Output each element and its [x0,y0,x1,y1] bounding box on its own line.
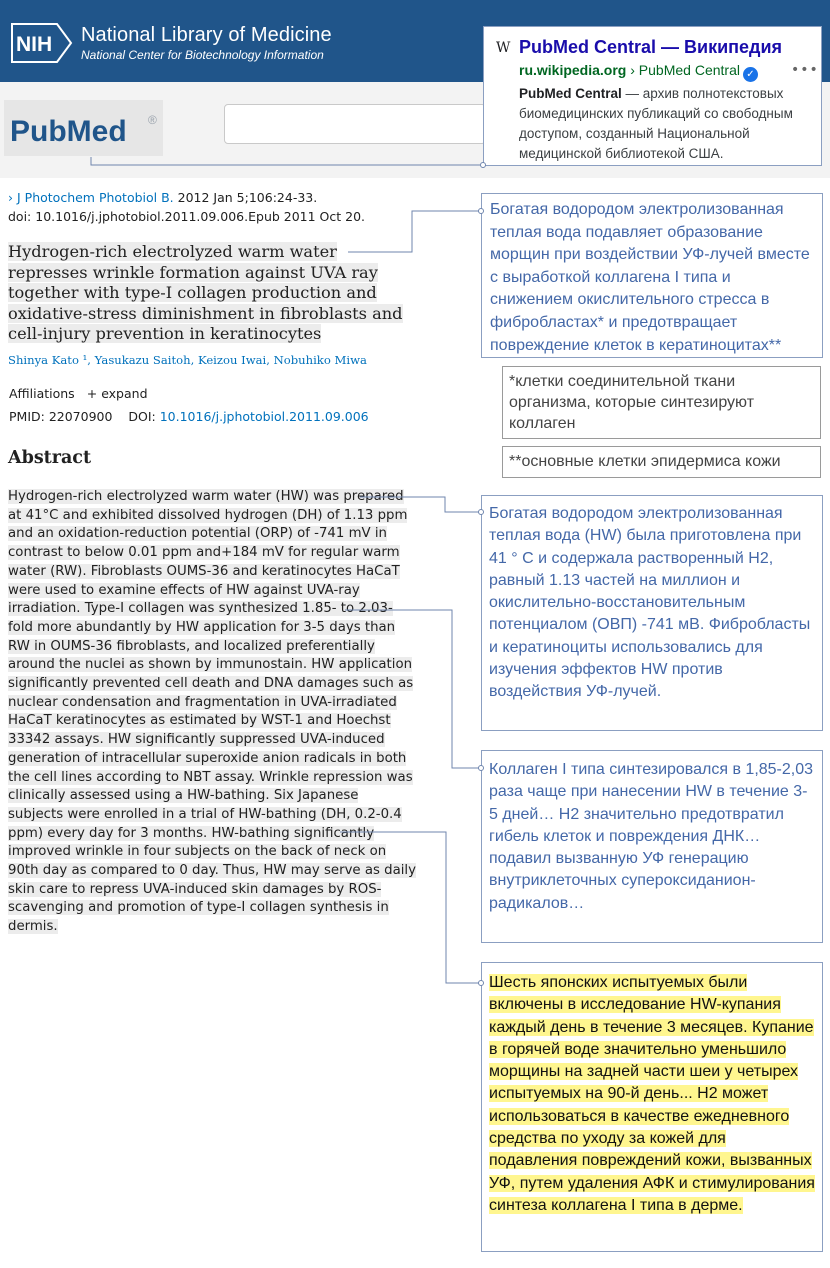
registered-mark: ® [148,113,157,127]
chevron-right-icon[interactable]: › [8,190,13,205]
translation-part2-box: Коллаген I типа синтезировался в 1,85-2,03 раза чаще при нанесении HW в течение 3-5 дней… H2 значительно предотвратил гибель клеток и повреждения ДНК… подавил вызванную УФ генерацию внутриклеточных супероксиданион-радикалов… [481,750,823,943]
expand-button[interactable]: expand [101,386,148,401]
doi-line: doi: 10.1016/j.jphotobiol.2011.09.006.Epub 2011 Oct 20. [8,209,366,224]
abstract-body: Hydrogen-rich electrolyzed warm water (HW) was prepared at 41°C and exhibited dissolved hydrogen (DH) of 1.13 ppm and an oxidation-reduction potential (ORP) of -741 mV in contrast to below 0.01 ppm and+184 mV for regular warm water (RW). Fibroblasts OUMS-36 and keratinocytes HaCaT were used to examine effects of HW against UVA-ray irradiation. Type-I collagen was synthesized 1.85- to 2.03-fold more abundantly by HW application for 3-5 days than RW in OUMS-36 fibroblasts, and localized preferentially around the nuclei as shown by immunostain. HW application significantly prevented cell death and DNA damages such as nuclear condensation and fragmentation in UVA-irradiated HaCaT keratinocytes as estimated by WST-1 and Hoechst 33342 assays. HW significantly suppressed UVA-induced generation of intracellular superoxide anion radicals in both the cell lines according to NBT assay. Wrinkle repression was clinically assessed using a HW-bathing. Six Japanese subjects were enrolled in a trial of HW-bathing (DH, 0.2-0.4 ppm) every day for 3 months. HW-bathing significantly improved wrinkle in four subjects on the back of neck on 90th day as compared to 0 day. Thus, HW may serve as daily skin care to repress UVA-induced skin damages by ROS-scavenging and promotion of type-I collagen synthesis in dermis. [8,489,416,935]
nih-logo-icon[interactable] [11,23,73,63]
wikipedia-snippet [519,84,819,164]
verified-check-icon: ✓ [743,67,758,82]
translation-part3-text: Шесть японских испытуемых были включены в исследование HW-купания каждый день в течение 3 месяцев. Купание в горячей воде значительно уменьшило морщины на задней части шеи у четырех испытуемых на 90-й день... H2 может использоваться в качестве ежедневного средства по уходу за кожей для подавления повреждений кожи, вызванных УФ, путем удаления АФК и стимулирования синтеза коллагена I типа в дерме. [489,974,815,1214]
identifiers-row [9,409,369,424]
wikipedia-url[interactable] [519,62,758,82]
translation-part1-box: Богатая водородом электролизованная теплая вода (HW) была приготовлена при 41 ° C и содержала растворенный H2, равный 1.13 частей на миллион и окислительно-восстановительным потенциалом (ОВП) -741 мВ. Фибробласты и кератиноциты использовались для изучения эффектов HW против воздействия УФ-лучей. [481,495,823,731]
nih-subtitle: National Center for Biotechnology Information [81,48,324,62]
nih-logo-text: NIH [16,33,53,56]
snippet-text: — архив полнотекстовых биомедицинских публикаций со свободным доступом, созданный Национальной медицинской библиотекой США. [519,86,793,161]
abstract-heading: Abstract [8,448,92,468]
more-options-icon[interactable]: ••• [791,62,819,78]
doi-label: DOI: [128,409,156,424]
wikipedia-icon: W [496,40,511,56]
plus-icon[interactable]: + [86,386,98,401]
affiliations-row [9,386,148,401]
pubmed-logo-text: PubMed [10,115,127,148]
pmid: PMID: 22070900 [9,409,113,424]
pubmed-logo[interactable] [4,100,163,156]
wikipedia-card[interactable] [483,26,822,166]
wikipedia-domain: ru.wikipedia.org [519,62,627,78]
journal-link[interactable]: J Photochem Photobiol B. [17,190,174,205]
search-input[interactable] [224,104,486,144]
translation-part3-box [481,962,823,1252]
pubmed-logo-icon [4,100,163,156]
wikipedia-title-link[interactable]: PubMed Central — Википедия [519,37,783,57]
article-title [8,242,408,345]
snippet-bold: PubMed Central [519,86,622,101]
citation-line [8,188,317,208]
doi-link[interactable]: 10.1016/j.jphotobiol.2011.09.006 [159,409,369,424]
article-title-text: Hydrogen-rich electrolyzed warm water represses wrinkle formation against UVA ray together with type-I collagen production and oxidative-stress diminishment in fibroblasts and cell-injury prevention in keratinocytes [8,242,403,344]
nih-title[interactable]: National Library of Medicine [81,24,332,46]
translation-note-keratinocytes: **основные клетки эпидермиса кожи [502,446,821,478]
abstract-text [8,488,416,937]
translation-title-box: Богатая водородом электролизованная теплая вода подавляет образование морщин при воздействии УФ-лучей вместе с выработкой коллагена I типа и снижением окислительного стресса в фибробластах* и предотвращает повреждение клеток в кератиноцитах** [481,193,823,358]
wikipedia-breadcrumb: › PubMed Central [626,62,740,78]
authors-list[interactable]: Shinya Kato ¹, Yasukazu Saitoh, Keizou Iwai, Nobuhiko Miwa [8,353,367,367]
translation-note-fibroblasts: *клетки соединительной ткани организма, которые синтезируют коллаген [502,366,821,439]
citation-date: 2012 Jan 5;106:24-33. [173,190,318,205]
affiliations-label: Affiliations [9,386,75,401]
